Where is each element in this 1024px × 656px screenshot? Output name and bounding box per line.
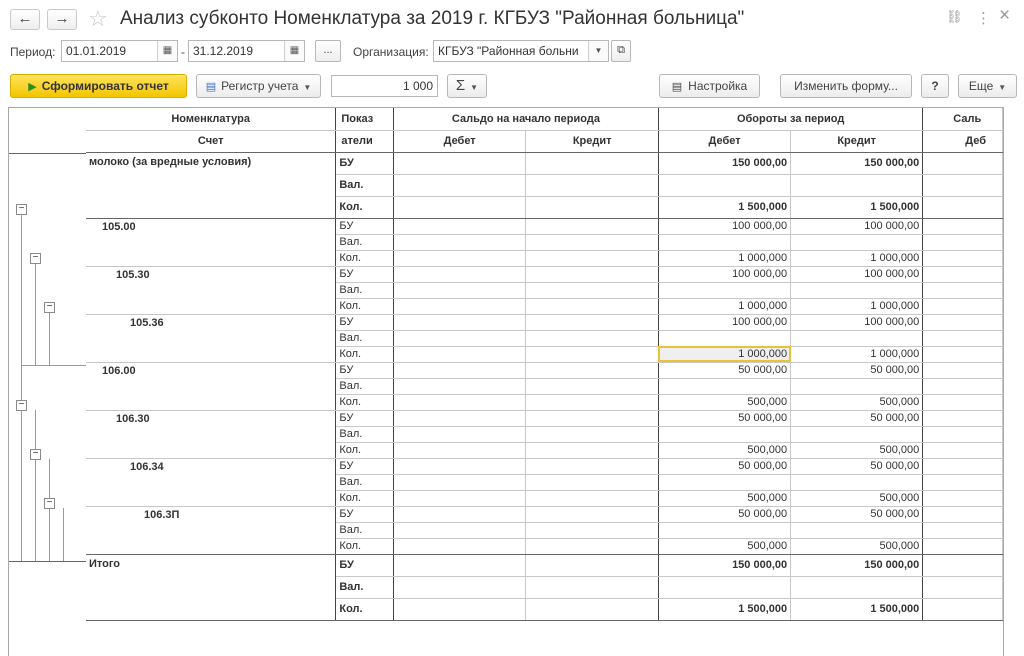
back-button[interactable] [10, 9, 40, 30]
turnover-debit-cell[interactable]: 1 000,000 [658, 250, 790, 266]
tree-line [35, 410, 36, 561]
indicator-cell: БУ [336, 266, 394, 282]
collapse-toggle-icon[interactable]: − [30, 449, 41, 460]
collapse-toggle-icon[interactable]: − [30, 253, 41, 264]
period-label: Период: [10, 45, 56, 59]
open-link-icon: ⧉ [617, 44, 625, 56]
opening-credit-cell[interactable] [526, 490, 659, 506]
row-group-name: 105.30 [86, 266, 336, 314]
opening-debit-cell[interactable] [393, 314, 525, 330]
opening-debit-cell[interactable] [393, 506, 525, 522]
opening-credit-cell[interactable] [526, 330, 659, 346]
sigma-icon: Σ [455, 77, 466, 94]
opening-debit-cell[interactable] [393, 576, 525, 598]
sum-button[interactable] [447, 74, 487, 98]
header-row [86, 108, 1003, 130]
total-label: Итого [86, 554, 336, 620]
opening-debit-cell[interactable] [393, 250, 525, 266]
turnover-credit-cell[interactable] [791, 174, 923, 196]
turnover-debit-cell[interactable] [658, 474, 790, 490]
table-row[interactable] [86, 266, 1003, 282]
indicator-cell: Вал. [336, 282, 394, 298]
turnover-credit-cell[interactable]: 500,000 [791, 538, 923, 554]
turnover-debit-cell[interactable] [658, 282, 790, 298]
period-from-field[interactable] [61, 40, 178, 62]
turnover-debit-cell[interactable]: 100 000,00 [658, 314, 790, 330]
col-header-credit: Кредит [526, 130, 659, 152]
forward-button[interactable] [47, 9, 77, 30]
indicator-cell: Кол. [336, 394, 394, 410]
indicator-cell: Вал. [336, 576, 394, 598]
indicator-cell: Вал. [336, 426, 394, 442]
opening-debit-cell[interactable] [393, 174, 525, 196]
indicator-cell: Вал. [336, 474, 394, 490]
indicator-cell: Вал. [336, 330, 394, 346]
table-row[interactable] [86, 458, 1003, 474]
col-header-turnover: Обороты за период [658, 108, 922, 130]
title-bar [0, 0, 1024, 38]
opening-credit-cell[interactable] [526, 298, 659, 314]
col-header-indicators: Показ [336, 108, 394, 130]
opening-credit-cell[interactable] [526, 266, 659, 282]
opening-credit-cell[interactable] [526, 250, 659, 266]
turnover-credit-cell[interactable]: 150 000,00 [791, 152, 923, 174]
chevron-down-icon: ▼ [303, 83, 312, 92]
row-group-name: 106.00 [86, 362, 336, 410]
closing-debit-cell[interactable] [923, 394, 1003, 410]
collapse-toggle-icon[interactable]: − [16, 204, 27, 215]
turnover-debit-cell[interactable] [658, 378, 790, 394]
total-divider [9, 561, 86, 562]
indicator-cell: БУ [336, 362, 394, 378]
opening-credit-cell[interactable] [526, 234, 659, 250]
organization-select[interactable] [433, 40, 609, 62]
closing-debit-cell[interactable] [923, 362, 1003, 378]
closing-debit-cell[interactable] [923, 410, 1003, 426]
table-row[interactable] [86, 506, 1003, 522]
turnover-credit-cell[interactable] [791, 474, 923, 490]
indicator-cell: БУ [336, 410, 394, 426]
col-header-account: Счет [86, 130, 336, 152]
indicator-cell: Кол. [336, 598, 394, 620]
col-header-indicators-2: атели [336, 130, 394, 152]
opening-credit-cell[interactable] [526, 218, 659, 234]
chevron-down-icon: ▼ [470, 83, 479, 92]
opening-credit-cell[interactable] [526, 346, 659, 362]
indicator-cell: Кол. [336, 196, 394, 218]
period-to-field[interactable] [188, 40, 305, 62]
generate-report-label: Сформировать отчет [41, 79, 169, 93]
register-button[interactable] [196, 74, 321, 98]
opening-debit-cell[interactable] [393, 234, 525, 250]
forward-arrow-icon: → [54, 10, 70, 27]
closing-debit-cell[interactable] [923, 378, 1003, 394]
close-icon[interactable]: × [999, 5, 1011, 26]
closing-debit-cell[interactable] [923, 538, 1003, 554]
closing-debit-cell[interactable] [923, 506, 1003, 522]
opening-debit-cell[interactable] [393, 410, 525, 426]
closing-debit-cell[interactable] [923, 298, 1003, 314]
opening-debit-cell[interactable] [393, 362, 525, 378]
closing-debit-cell[interactable] [923, 474, 1003, 490]
row-group-name: молоко (за вредные условия) [86, 152, 336, 218]
turnover-credit-cell[interactable] [791, 234, 923, 250]
grouping-tree [9, 108, 86, 656]
closing-debit-cell[interactable] [923, 522, 1003, 538]
opening-credit-cell[interactable] [526, 506, 659, 522]
closing-debit-cell[interactable] [923, 442, 1003, 458]
col-header-closing-balance: Саль [923, 108, 1003, 130]
turnover-debit-cell[interactable] [658, 426, 790, 442]
indicator-cell: БУ [336, 458, 394, 474]
turnover-debit-cell[interactable]: 50 000,00 [658, 506, 790, 522]
more-vertical-icon[interactable]: ⋮ [976, 10, 991, 27]
col-header-debit: Дебет [658, 130, 790, 152]
opening-credit-cell[interactable] [526, 378, 659, 394]
opening-credit-cell[interactable] [526, 282, 659, 298]
turnover-debit-cell[interactable]: 150 000,00 [658, 554, 790, 576]
period-to-value: 31.12.2019 [193, 44, 254, 58]
indicator-cell: Кол. [336, 298, 394, 314]
turnover-debit-cell[interactable]: 1 000,000 [658, 298, 790, 314]
period-from-value: 01.01.2019 [66, 44, 127, 58]
chevron-down-icon: ▼ [998, 83, 1007, 92]
row-group-name: 105.36 [86, 314, 336, 362]
opening-debit-cell[interactable] [393, 152, 525, 174]
opening-credit-cell[interactable] [526, 522, 659, 538]
turnover-debit-cell[interactable] [658, 330, 790, 346]
col-header-debit: Дебет [393, 130, 525, 152]
change-form-button[interactable]: Изменить форму... [780, 74, 912, 98]
turnover-debit-cell[interactable]: 50 000,00 [658, 410, 790, 426]
opening-credit-cell[interactable] [526, 426, 659, 442]
link-icon[interactable]: ⛓ [946, 9, 963, 24]
opening-credit-cell[interactable] [526, 196, 659, 218]
col-header-debit-cut: Деб [923, 130, 1003, 152]
tree-line [35, 263, 36, 365]
indicator-cell: Вал. [336, 174, 394, 196]
opening-debit-cell[interactable] [393, 442, 525, 458]
closing-debit-cell[interactable] [923, 314, 1003, 330]
turnover-debit-cell[interactable] [658, 576, 790, 598]
closing-debit-cell[interactable] [923, 282, 1003, 298]
col-header-nomenclature: Номенклатура [86, 108, 336, 130]
tree-line [49, 312, 50, 365]
opening-credit-cell[interactable] [526, 174, 659, 196]
closing-debit-cell[interactable] [923, 458, 1003, 474]
organization-label: Организация: [353, 45, 429, 59]
indicator-cell: Кол. [336, 442, 394, 458]
opening-credit-cell[interactable] [526, 474, 659, 490]
turnover-credit-cell[interactable]: 50 000,00 [791, 362, 923, 378]
window-title: Анализ субконто Номенклатура за 2019 г. КГБУЗ "Районная больница" [120, 8, 745, 29]
tree-line [21, 214, 22, 561]
calendar-icon[interactable]: ▦ [284, 41, 304, 61]
table-row[interactable] [86, 314, 1003, 330]
turnover-debit-cell[interactable]: 50 000,00 [658, 362, 790, 378]
turnover-credit-cell[interactable] [791, 378, 923, 394]
settings-label: Настройка [688, 79, 748, 93]
opening-debit-cell[interactable] [393, 196, 525, 218]
generate-report-button[interactable] [10, 74, 187, 98]
opening-debit-cell[interactable] [393, 378, 525, 394]
turnover-debit-cell[interactable]: 500,000 [658, 490, 790, 506]
tree-line [63, 508, 64, 561]
indicator-cell: БУ [336, 218, 394, 234]
indicator-cell: Кол. [336, 538, 394, 554]
opening-credit-cell[interactable] [526, 576, 659, 598]
opening-debit-cell[interactable] [393, 474, 525, 490]
more-label: Еще [968, 79, 994, 93]
settings-icon: ▤ [671, 81, 683, 93]
chevron-down-icon[interactable]: ▼ [588, 41, 608, 61]
turnover-credit-cell[interactable]: 1 000,000 [791, 346, 923, 362]
turnover-credit-cell[interactable]: 500,000 [791, 394, 923, 410]
opening-debit-cell[interactable] [393, 330, 525, 346]
turnover-credit-cell[interactable]: 100 000,00 [791, 218, 923, 234]
row-group-name: 106.30 [86, 410, 336, 458]
report-table [86, 108, 1003, 621]
opening-debit-cell[interactable] [393, 282, 525, 298]
opening-credit-cell[interactable] [526, 394, 659, 410]
opening-debit-cell[interactable] [393, 426, 525, 442]
turnover-credit-cell[interactable]: 100 000,00 [791, 266, 923, 282]
opening-debit-cell[interactable] [393, 218, 525, 234]
total-row[interactable] [86, 554, 1003, 576]
opening-debit-cell[interactable] [393, 598, 525, 620]
table-row[interactable] [86, 218, 1003, 234]
collapse-toggle-icon[interactable]: − [44, 498, 55, 509]
closing-debit-cell[interactable] [923, 234, 1003, 250]
turnover-debit-cell[interactable]: 1 500,000 [658, 196, 790, 218]
turnover-debit-cell[interactable] [658, 174, 790, 196]
turnover-debit-cell[interactable]: 100 000,00 [658, 218, 790, 234]
more-button[interactable] [958, 74, 1017, 98]
opening-credit-cell[interactable] [526, 410, 659, 426]
turnover-credit-cell[interactable]: 1 000,000 [791, 298, 923, 314]
col-header-opening-balance: Сальдо на начало периода [393, 108, 658, 130]
turnover-credit-cell[interactable] [791, 282, 923, 298]
opening-credit-cell[interactable] [526, 442, 659, 458]
collapse-toggle-icon[interactable]: − [16, 400, 27, 411]
period-select-button[interactable]: ... [315, 40, 341, 62]
register-label: Регистр учета [221, 79, 299, 93]
table-row[interactable] [86, 152, 1003, 174]
turnover-debit-cell[interactable]: 150 000,00 [658, 152, 790, 174]
table-row[interactable] [86, 410, 1003, 426]
turnover-credit-cell[interactable] [791, 426, 923, 442]
play-icon: ▶ [28, 81, 37, 93]
favorite-star-icon[interactable]: ☆ [88, 6, 108, 31]
header-row [86, 130, 1003, 152]
turnover-debit-cell[interactable]: 100 000,00 [658, 266, 790, 282]
closing-debit-cell[interactable] [923, 346, 1003, 362]
opening-debit-cell[interactable] [393, 522, 525, 538]
opening-credit-cell[interactable] [526, 598, 659, 620]
closing-debit-cell[interactable] [923, 152, 1003, 174]
header-divider [9, 153, 86, 154]
indicator-cell: Вал. [336, 234, 394, 250]
closing-debit-cell[interactable] [923, 250, 1003, 266]
opening-credit-cell[interactable] [526, 362, 659, 378]
turnover-credit-cell[interactable]: 100 000,00 [791, 314, 923, 330]
indicator-cell: Вал. [336, 522, 394, 538]
closing-debit-cell[interactable] [923, 490, 1003, 506]
calendar-icon[interactable]: ▦ [157, 41, 177, 61]
opening-debit-cell[interactable] [393, 538, 525, 554]
help-button[interactable]: ? [921, 74, 949, 98]
turnover-debit-cell[interactable]: 500,000 [658, 538, 790, 554]
opening-debit-cell[interactable] [393, 346, 525, 362]
closing-debit-cell[interactable] [923, 576, 1003, 598]
turnover-credit-cell[interactable]: 500,000 [791, 442, 923, 458]
closing-debit-cell[interactable] [923, 598, 1003, 620]
indicator-cell: Кол. [336, 490, 394, 506]
turnover-debit-cell[interactable]: 500,000 [658, 442, 790, 458]
opening-credit-cell[interactable] [526, 152, 659, 174]
closing-debit-cell[interactable] [923, 218, 1003, 234]
turnover-credit-cell[interactable]: 50 000,00 [791, 410, 923, 426]
turnover-debit-cell[interactable]: 50 000,00 [658, 458, 790, 474]
closing-debit-cell[interactable] [923, 426, 1003, 442]
closing-debit-cell[interactable] [923, 266, 1003, 282]
collapse-toggle-icon[interactable]: − [44, 302, 55, 313]
period-dash: - [181, 45, 185, 59]
opening-debit-cell[interactable] [393, 490, 525, 506]
opening-credit-cell[interactable] [526, 538, 659, 554]
organization-value: КГБУЗ "Районная больни [438, 44, 579, 58]
opening-debit-cell[interactable] [393, 394, 525, 410]
opening-credit-cell[interactable] [526, 554, 659, 576]
back-arrow-icon: ← [17, 10, 33, 27]
turnover-credit-cell[interactable] [791, 330, 923, 346]
table-row[interactable] [86, 362, 1003, 378]
indicator-cell: БУ [336, 314, 394, 330]
turnover-credit-cell[interactable] [791, 576, 923, 598]
tree-line [49, 459, 50, 561]
turnover-debit-cell[interactable]: 500,000 [658, 394, 790, 410]
opening-credit-cell[interactable] [526, 314, 659, 330]
row-group-name: 106.34 [86, 458, 336, 506]
turnover-credit-cell[interactable]: 50 000,00 [791, 506, 923, 522]
opening-debit-cell[interactable] [393, 458, 525, 474]
report-spreadsheet[interactable] [8, 107, 1004, 656]
register-icon: ▤ [205, 81, 217, 93]
opening-debit-cell[interactable] [393, 298, 525, 314]
closing-debit-cell[interactable] [923, 554, 1003, 576]
indicator-cell: Вал. [336, 378, 394, 394]
quantity-field[interactable]: 1 000 [331, 75, 438, 97]
row-group-name: 106.3П [86, 506, 336, 554]
closing-debit-cell[interactable] [923, 174, 1003, 196]
col-header-credit: Кредит [791, 130, 923, 152]
turnover-debit-cell[interactable] [658, 234, 790, 250]
closing-debit-cell[interactable] [923, 196, 1003, 218]
opening-debit-cell[interactable] [393, 554, 525, 576]
indicator-cell: БУ [336, 152, 394, 174]
opening-debit-cell[interactable] [393, 266, 525, 282]
turnover-debit-cell[interactable] [658, 522, 790, 538]
selected-turnover-debit-cell[interactable]: 1 000,000 [658, 346, 790, 362]
row-group-name: 105.00 [86, 218, 336, 266]
indicator-cell: БУ [336, 506, 394, 522]
turnover-credit-cell[interactable]: 150 000,00 [791, 554, 923, 576]
turnover-credit-cell[interactable]: 1 500,000 [791, 598, 923, 620]
turnover-credit-cell[interactable]: 50 000,00 [791, 458, 923, 474]
turnover-credit-cell[interactable]: 1 500,000 [791, 196, 923, 218]
indicator-cell: Кол. [336, 346, 394, 362]
closing-debit-cell[interactable] [923, 330, 1003, 346]
indicator-cell: Кол. [336, 250, 394, 266]
settings-button[interactable] [659, 74, 760, 98]
turnover-credit-cell[interactable]: 500,000 [791, 490, 923, 506]
indicator-cell: БУ [336, 554, 394, 576]
tree-line [21, 365, 86, 366]
open-organization-button[interactable] [611, 40, 631, 62]
opening-credit-cell[interactable] [526, 458, 659, 474]
turnover-credit-cell[interactable]: 1 000,000 [791, 250, 923, 266]
turnover-credit-cell[interactable] [791, 522, 923, 538]
turnover-debit-cell[interactable]: 1 500,000 [658, 598, 790, 620]
